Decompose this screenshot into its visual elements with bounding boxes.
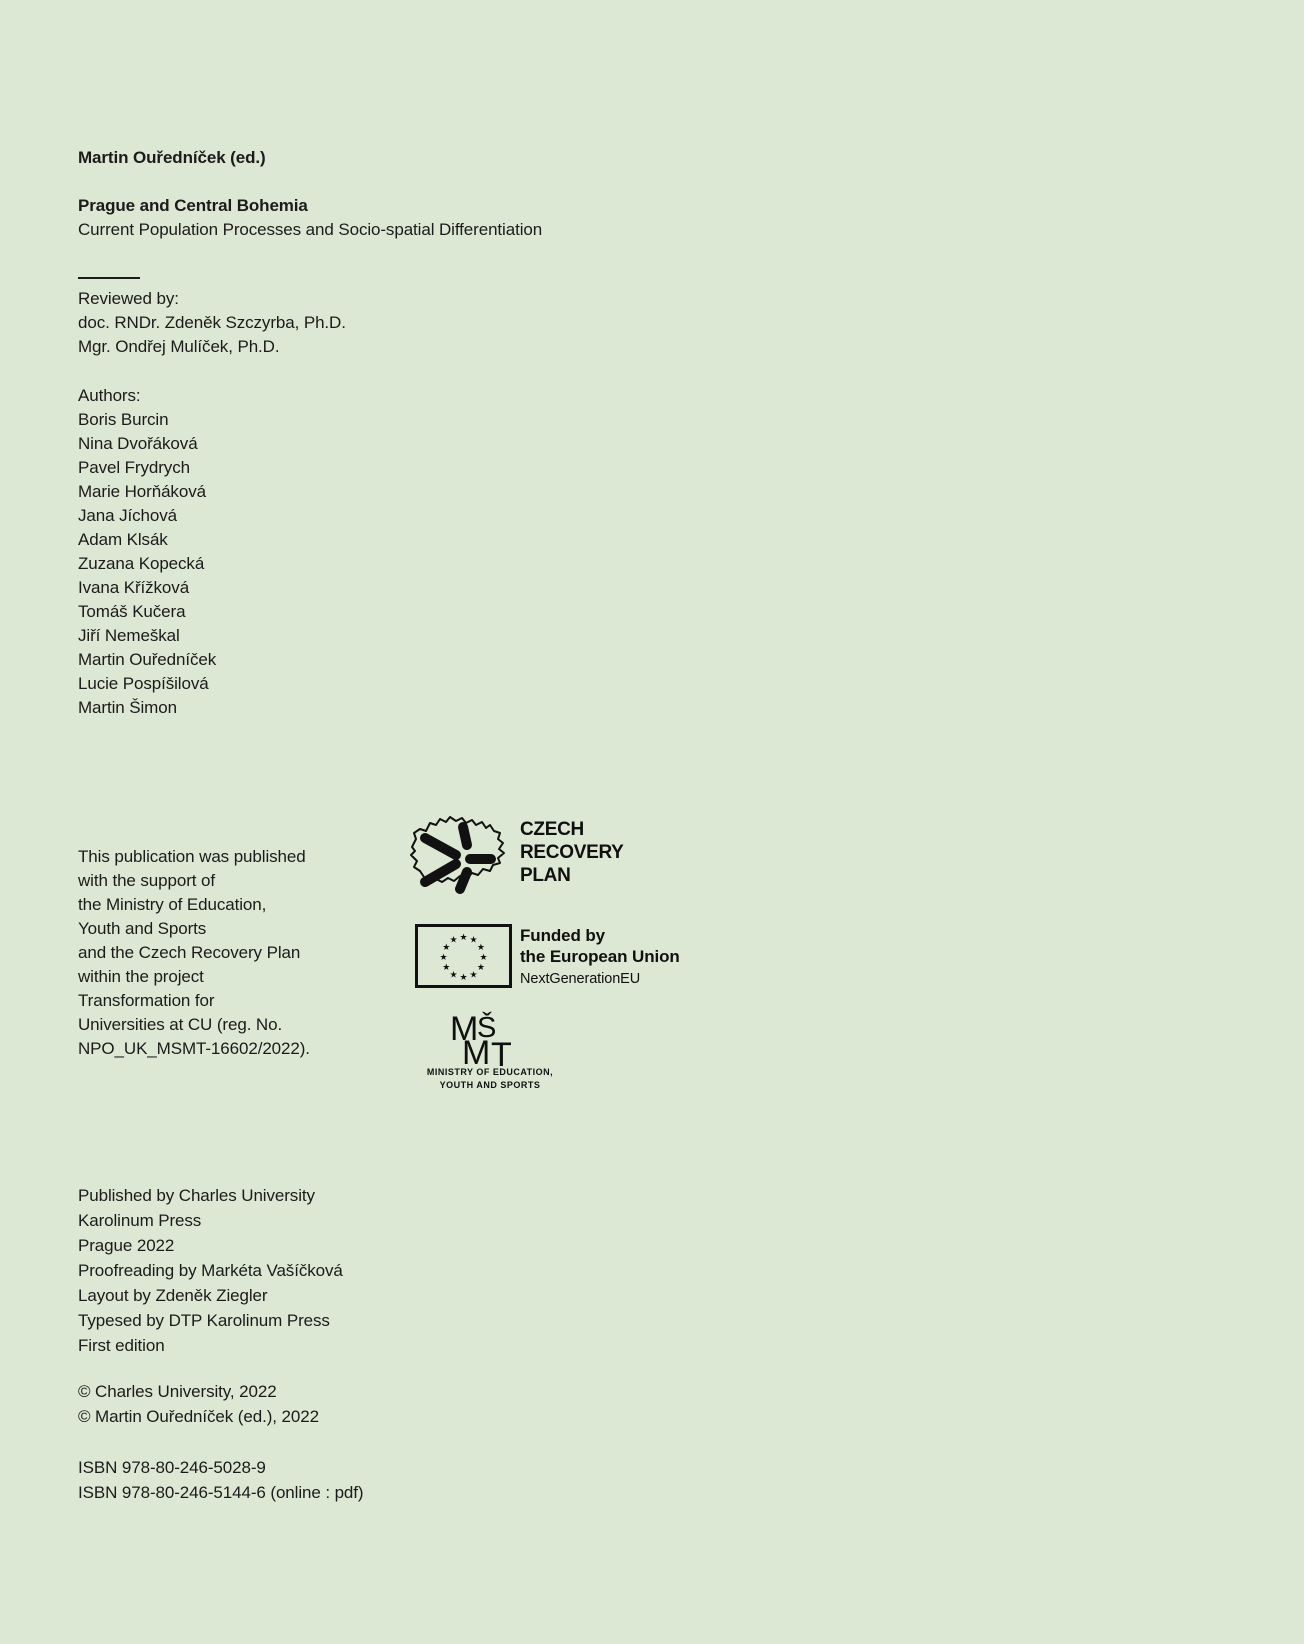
svg-text:★: ★	[469, 935, 478, 946]
author-name: Marie Horňáková	[78, 482, 206, 501]
svg-text:M: M	[462, 1034, 491, 1068]
imprint-line: First edition	[78, 1336, 165, 1355]
support-note-line: This publication was published	[78, 847, 306, 866]
eu-funding-text	[520, 925, 680, 989]
title-block	[78, 194, 542, 242]
imprint-block	[78, 1183, 343, 1358]
imprint-line: Prague 2022	[78, 1236, 175, 1255]
support-note-line: Universities at CU (reg. No.	[78, 1015, 283, 1034]
reviewers-heading: Reviewed by:	[78, 289, 179, 308]
editor-name: Martin Ouředníček (ed.)	[78, 148, 266, 167]
msmt-caption	[398, 1066, 582, 1092]
author-name: Boris Burcin	[78, 410, 169, 429]
recovery-plan-word: PLAN	[520, 865, 571, 886]
czech-map-icon	[390, 795, 515, 900]
author-name: Lucie Pospíšilová	[78, 674, 209, 693]
svg-text:★: ★	[459, 973, 468, 983]
eu-program-name: NextGenerationEU	[520, 971, 641, 987]
svg-text:★: ★	[476, 943, 485, 953]
author-name: Pavel Frydrych	[78, 458, 190, 477]
copyright-block	[78, 1379, 319, 1429]
svg-text:★: ★	[439, 953, 448, 963]
support-note	[78, 845, 388, 1061]
eu-funded-line: Funded by	[520, 926, 606, 945]
copyright-line: © Charles University, 2022	[78, 1382, 277, 1401]
svg-text:★: ★	[479, 953, 488, 963]
support-note-line: Youth and Sports	[78, 919, 207, 938]
author-name: Adam Klsák	[78, 530, 168, 549]
editor-block	[78, 146, 266, 170]
svg-text:Š: Š	[477, 1012, 497, 1044]
author-name: Ivana Křížková	[78, 578, 190, 597]
support-note-line: with the support of	[78, 871, 216, 890]
reviewer-name: doc. RNDr. Zdeněk Szczyrba, Ph.D.	[78, 313, 346, 332]
recovery-plan-word: RECOVERY	[520, 842, 624, 863]
msmt-monogram-icon	[448, 1010, 538, 1068]
authors-heading: Authors:	[78, 386, 141, 405]
support-note-line: the Ministry of Education,	[78, 895, 267, 914]
msmt-caption-line: YOUTH AND SPORTS	[439, 1080, 541, 1090]
support-note-line: within the project	[78, 967, 204, 986]
imprint-line: Published by Charles University	[78, 1186, 315, 1205]
support-note-line: Transformation for	[78, 991, 215, 1010]
svg-text:★: ★	[442, 943, 451, 953]
book-subtitle: Current Population Processes and Socio-spatial Differentiation	[78, 220, 543, 239]
imprint-line: Layout by Zdeněk Ziegler	[78, 1286, 268, 1305]
author-name: Jiří Nemeškal	[78, 626, 180, 645]
author-name: Jana Jíchová	[78, 506, 177, 525]
recovery-plan-wordmark	[520, 818, 624, 887]
svg-text:M: M	[450, 1010, 479, 1048]
svg-text:T: T	[491, 1036, 512, 1068]
authors-block	[78, 384, 216, 720]
svg-text:★: ★	[476, 963, 485, 973]
isbn-block	[78, 1455, 363, 1505]
recovery-plan-symbol-icon	[425, 827, 491, 889]
eu-flag-icon	[415, 924, 512, 988]
isbn-line: ISBN 978-80-246-5028-9	[78, 1458, 266, 1477]
book-title: Prague and Central Bohemia	[78, 196, 308, 215]
author-name: Nina Dvořáková	[78, 434, 198, 453]
svg-text:★: ★	[469, 970, 478, 981]
eu-funded-line: the European Union	[520, 947, 680, 966]
author-name: Zuzana Kopecká	[78, 554, 205, 573]
czech-recovery-plan-logo	[390, 795, 515, 900]
recovery-plan-word: CZECH	[520, 819, 584, 840]
svg-text:★: ★	[449, 970, 458, 981]
svg-text:★: ★	[449, 935, 458, 946]
svg-text:★: ★	[459, 933, 468, 943]
section-divider	[78, 277, 140, 279]
imprint-line: Typesed by DTP Karolinum Press	[78, 1311, 330, 1330]
reviewer-name: Mgr. Ondřej Mulíček, Ph.D.	[78, 337, 280, 356]
copyright-line: © Martin Ouředníček (ed.), 2022	[78, 1407, 319, 1426]
reviewers-block	[78, 287, 346, 359]
author-name: Martin Šimon	[78, 698, 177, 717]
svg-text:★: ★	[442, 963, 451, 973]
isbn-line: ISBN 978-80-246-5144-6 (online : pdf)	[78, 1483, 364, 1502]
imprint-line: Karolinum Press	[78, 1211, 202, 1230]
author-name: Tomáš Kučera	[78, 602, 186, 621]
imprint-line: Proofreading by Markéta Vašíčková	[78, 1261, 343, 1280]
author-name: Martin Ouředníček	[78, 650, 217, 669]
support-note-line: NPO_UK_MSMT-16602/2022).	[78, 1039, 310, 1058]
msmt-caption-line: MINISTRY OF EDUCATION,	[426, 1067, 554, 1077]
support-note-line: and the Czech Recovery Plan	[78, 943, 301, 962]
